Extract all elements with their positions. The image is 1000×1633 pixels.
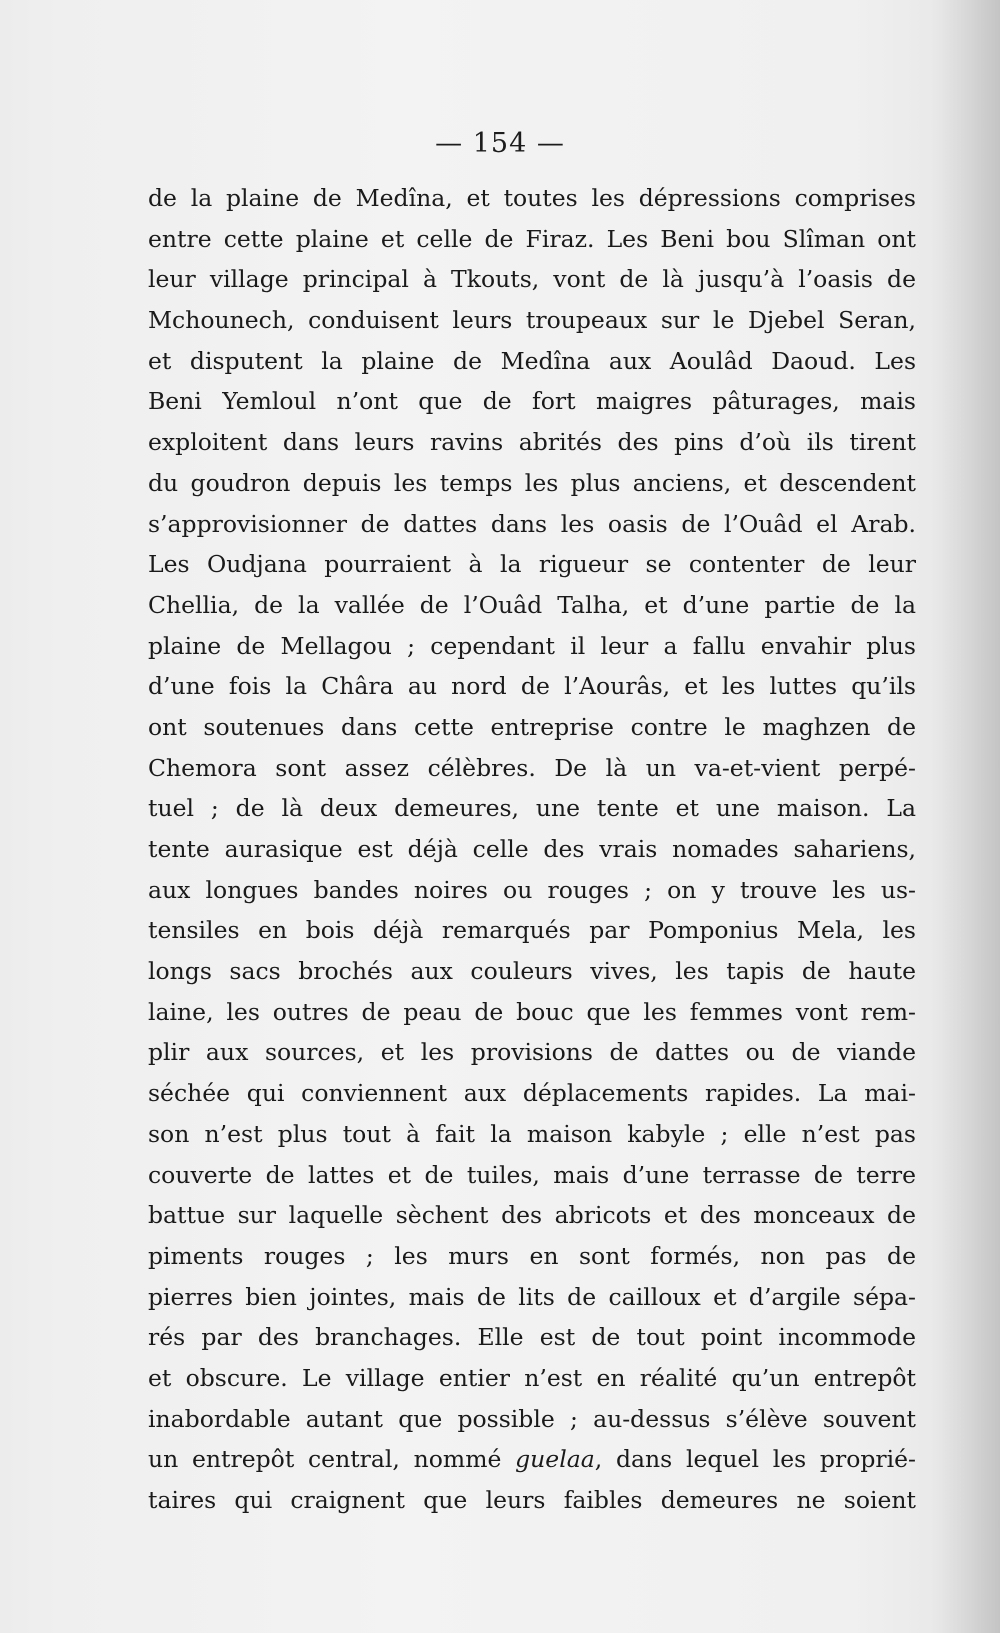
- page-number: — 154 —: [435, 128, 565, 159]
- text-line: s’approvisionner de dattes dans les oasis de l’Ouâd el Arab.: [148, 509, 916, 538]
- text-line: plaine de Mellagou ; cependant il leur a fallu envahir plus: [148, 631, 916, 660]
- text-line: d’une fois la Châra au nord de l’Aourâs, et les luttes qu’ils: [148, 672, 916, 701]
- text-line: Chemora sont assez célèbres. De là un va-et-vient perpé-: [148, 753, 916, 782]
- text-line-with-italic-term: [148, 1439, 916, 1480]
- italic-term: guelaa: [515, 1445, 595, 1474]
- text-segment: un entrepôt central, nommé: [148, 1445, 516, 1474]
- text-line: Chellia, de la vallée de l’Ouâd Talha, et d’une partie de la: [148, 590, 916, 619]
- text-line: couverte de lattes et de tuiles, mais d’une terrasse de terre: [148, 1160, 916, 1189]
- text-line: de la plaine de Medîna, et toutes les dépressions comprises: [148, 184, 916, 212]
- text-line: taires qui craignent que leurs faibles demeures ne soient: [148, 1486, 916, 1514]
- text-line: du goudron depuis les temps les plus anciens, et descendent: [148, 468, 916, 497]
- text-line: entre cette plaine et celle de Firaz. Les Beni bou Slîman ont: [148, 224, 916, 253]
- text-line: aux longues bandes noires ou rouges ; on y trouve les us-: [148, 875, 916, 904]
- text-line: piments rouges ; les murs en sont formés, non pas de: [148, 1241, 916, 1270]
- text-line: Beni Yemloul n’ont que de fort maigres pâturages, mais: [148, 387, 916, 416]
- text-line: tente aurasique est déjà celle des vrais nomades sahariens,: [148, 835, 916, 863]
- text-line: leur village principal à Tkouts, vont de là jusqu’à l’oasis de: [148, 265, 916, 294]
- text-line: longs sacs brochés aux couleurs vives, les tapis de haute: [148, 957, 916, 986]
- body-text: [148, 178, 916, 1521]
- text-line: laine, les outres de peau de bouc que les femmes vont rem-: [148, 997, 916, 1026]
- text-line: exploitent dans leurs ravins abrités des pins d’où ils tirent: [148, 428, 916, 457]
- text-line: rés par des branchages. Elle est de tout point incommode: [148, 1323, 916, 1352]
- text-line: battue sur laquelle sèchent des abricots et des monceaux de: [148, 1201, 916, 1230]
- text-line: son n’est plus tout à fait la maison kabyle ; elle n’est pas: [148, 1119, 916, 1148]
- text-line: séchée qui conviennent aux déplacements rapides. La mai-: [148, 1079, 916, 1108]
- page-edge-shadow: [930, 0, 1000, 1633]
- text-line: Mchounech, conduisent leurs troupeaux sur le Djebel Seran,: [148, 306, 916, 335]
- text-line: tuel ; de là deux demeures, une tente et une maison. La: [148, 794, 916, 823]
- text-line: tensiles en bois déjà remarqués par Pomponius Mela, les: [148, 916, 916, 945]
- text-segment: , dans lequel les proprié-: [594, 1445, 916, 1474]
- text-line: Les Oudjana pourraient à la rigueur se contenter de leur: [148, 550, 916, 579]
- text-line: pierres bien jointes, mais de lits de cailloux et d’argile sépa-: [148, 1282, 916, 1311]
- text-line: et disputent la plaine de Medîna aux Aoulâd Daoud. Les: [148, 346, 916, 375]
- text-line: ont soutenues dans cette entreprise contre le maghzen de: [148, 712, 916, 741]
- text-line: inabordable autant que possible ; au-dessus s’élève souvent: [148, 1404, 916, 1433]
- text-line: et obscure. Le village entier n’est en réalité qu’un entrepôt: [148, 1363, 916, 1392]
- text-line: plir aux sources, et les provisions de dattes ou de viande: [148, 1038, 916, 1067]
